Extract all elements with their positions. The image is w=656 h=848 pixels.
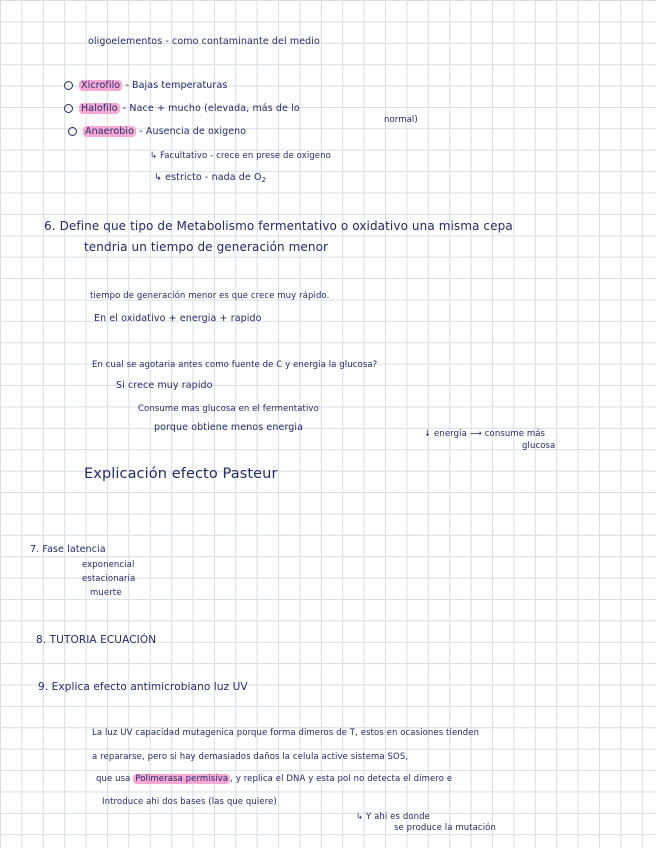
answer6-line2: En el oxidativo + energia + rapido: [94, 313, 262, 324]
estricto-text: ↳ estricto - nada de O: [154, 172, 262, 183]
side-note-line2: glucosa: [522, 441, 556, 451]
facultativo-line: ↳ Facultativo - crece en prese de oxigeno: [150, 151, 331, 161]
answer9-line3-end: , y replica el DNA y esta pol no detecta el dimero e: [230, 774, 453, 784]
consume-line2: porque obtiene menos energia: [154, 422, 304, 433]
answer9-line1: La luz UV capacidad mutagenica porque forma dimeros de T, estos en ocasiones tienden: [92, 728, 480, 738]
term-xicrofilo: Xicrofilo: [81, 80, 121, 91]
term-anaerobio-desc: - Ausencia de oxigeno: [139, 126, 247, 137]
si-crece-line: Si crece muy rapido: [116, 380, 213, 391]
final-note-line1: ↳ Y ahi es donde: [356, 812, 430, 822]
bullet-icon: [64, 104, 73, 113]
side-note-line1: ↓ energia ⟶ consume más: [424, 429, 546, 439]
question-9: 9. Explica efecto antimicrobiano luz UV: [38, 681, 248, 693]
answer6-line1: tiempo de generación menor es que crece muy rápido.: [90, 291, 330, 301]
estricto-subscript: 2: [261, 176, 267, 184]
answer9-line3: [96, 774, 452, 784]
bullet-icon: [68, 127, 77, 136]
answer9-line4: Introduce ahi dos bases (las que quiere): [102, 797, 277, 807]
estricto-line: [154, 172, 266, 184]
q6-number: 6.: [44, 219, 56, 233]
oligoelementos-line: oligoelementos - como contaminante del medio: [88, 36, 320, 47]
question-6: [44, 219, 513, 233]
q6-line2: tendria un tiempo de generación menor: [84, 240, 329, 254]
glucose-question: En cual se agotaria antes como fuente de C y energia la glucosa?: [92, 360, 378, 370]
consume-line1: Consume mas glucosa en el fermentativo: [138, 404, 319, 414]
phase-exponencial: exponencial: [82, 560, 135, 570]
phase-muerte: muerte: [90, 588, 122, 598]
pasteur-heading: Explicación efecto Pasteur: [84, 466, 278, 482]
question-8: 8. TUTORIA ECUACIÓN: [36, 634, 157, 646]
final-note-line2: se produce la mutación: [394, 823, 496, 833]
temp-item-halofilo: [64, 103, 300, 114]
phase-estacionaria: estacionaria: [82, 574, 136, 584]
temp-item-xicrofilo: [64, 80, 227, 91]
temp-item-anaerobio: [68, 126, 246, 137]
normal-continuation: normal): [384, 115, 418, 125]
term-xicrofilo-desc: - Bajas temperaturas: [125, 80, 228, 91]
term-halofilo: Halofilo: [81, 103, 118, 114]
term-anaerobio: Anaerobio: [85, 126, 135, 137]
q6-line1: Define que tipo de Metabolismo fermentativo o oxidativo una misma cepa: [59, 219, 513, 233]
term-halofilo-desc: - Nace + mucho (elevada, más de lo: [122, 103, 300, 114]
polimerasa-permisiva-highlight: Polimerasa permisiva: [135, 774, 229, 784]
q7-number: 7.: [30, 544, 40, 555]
question-7: [30, 544, 106, 555]
answer9-line2: a repararse, pero si hay demasiados daños la celula active sistema SOS,: [92, 752, 409, 762]
bullet-icon: [64, 81, 73, 90]
answer9-line3-start: que usa: [96, 774, 131, 784]
phase-latencia: Fase latencia: [42, 544, 106, 555]
